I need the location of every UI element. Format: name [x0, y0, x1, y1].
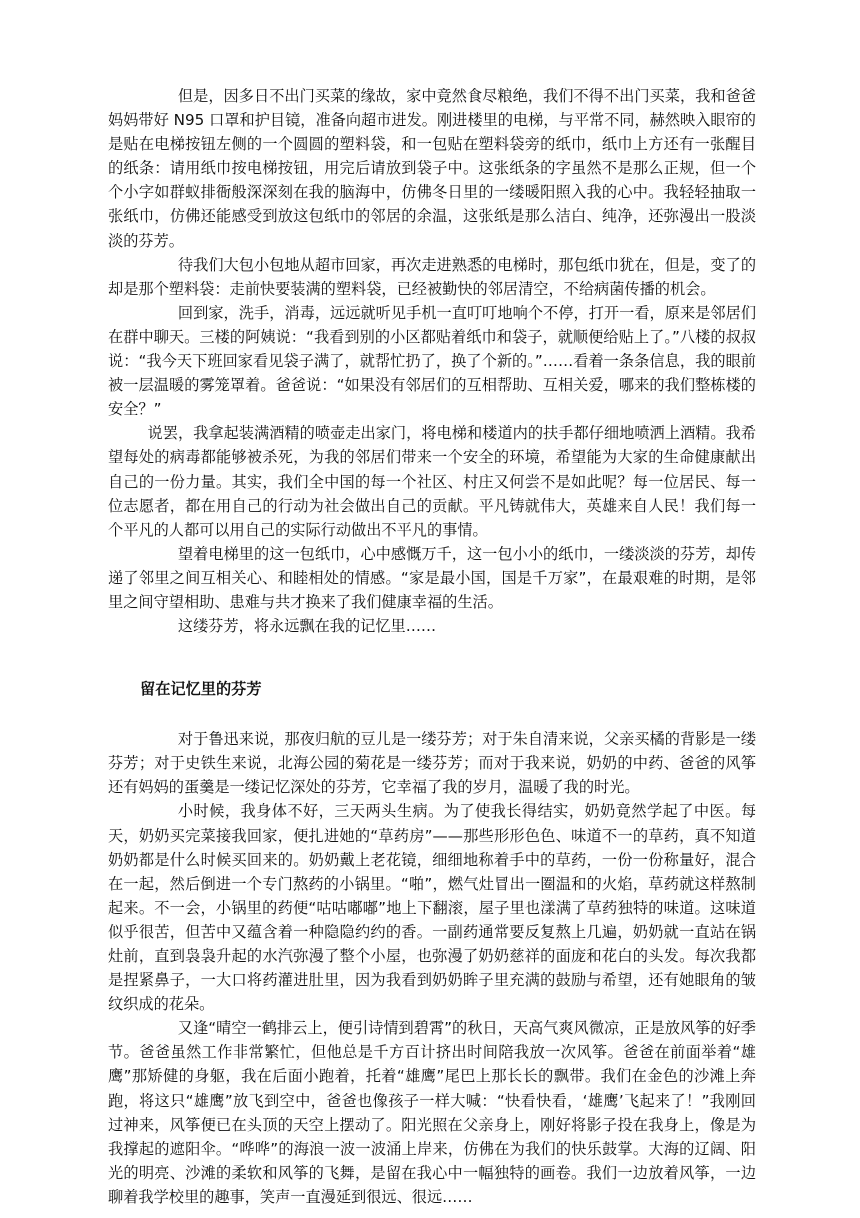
paragraph-grandma-medicine: 小时候，我身体不好，三天两头生病。为了使我长得结实，奶奶竟然学起了中医。每天，奶奶买完菜接我回家，便扎进她的“草药房”——那些形形色色、味道不一的草药，真不知道奶奶都是什么时候买回来的。奶奶戴上老花镜，细细地称着手中的草药，一份一份称量好，混合在一起，然后倒进一个专门熬药的小锅里。“啪”，燃气灶冒出一圈温和的火焰，草药就这样熬制起来。不一会，小锅里的药便“咕咕嘟嘟”地上下翻滚，屋子里也漾满了草药独特的味道。这味道似乎很苦，但苦中又蕴含着一种隐隐约约的香。一副药通常要反复熬上几遍，奶奶就一直站在锅灶前，直到袅袅升起的水汽弥漫了整个小屋，也弥漫了奶奶慈祥的面庞和花白的头发。每次我都是捏紧鼻子，一大口将药灌进肚里，因为我看到奶奶眸子里充满的鼓励与希望，还有她眼角的皱纹织成的花朵。 [108, 802, 756, 1014]
paragraph-elevator-tissues: 但是，因多日不出门买菜的缘故，家中竟然食尽粮绝，我们不得不出门买菜，我和爸爸妈妈带好 N95 口罩和护目镜，准备向超市进发。刚进楼里的电梯，与平常不同，赫然映入眼帘的是贴在电梯按钮左侧的一个圆圆的塑料袋，和一包贴在塑料袋旁的纸巾，纸巾上方还有一张醒目的纸条：请用纸巾按电梯按钮，用完后请放到袋子中。这张纸条的字虽然不是那么正规，但一个个小字如群蚁排衙般深深刻在我的脑海中，仿佛冬日里的一缕暖阳照入我的心中。我轻轻抽取一张纸巾，仿佛还能感受到放这包纸巾的邻居的余温，这张纸是那么洁白、纯净，还弥漫出一股淡淡的芬芳。 [108, 87, 756, 250]
paragraph-plastic-bag: 待我们大包小包地从超市回家，再次走进熟悉的电梯时，那包纸巾犹在，但是，变了的却是那个塑料袋：走前快要装满的塑料袋，已经被勤快的邻居清空，不给病菌传播的机会。 [108, 255, 756, 298]
document-page [108, 84, 756, 1209]
paragraph-closing-line: 这缕芬芳，将永远飘在我的记忆里…… [177, 617, 437, 636]
section-title: 留在记忆里的芬芳 [140, 680, 262, 699]
paragraph-reflection: 望着电梯里的这一包纸巾，心中感慨万千，这一包小小的纸巾，一缕淡淡的芬芳，却传递了邻里之间互相关心、和睦相处的情感。“家是最小国，国是千万家”，在最艰难的时期，是邻里之间守望相助、患难与共才换来了我们健康幸福的生活。 [108, 544, 756, 611]
paragraph-group-chat: 回到家，洗手，消毒，远远就听见手机一直叮叮地响个不停，打开一看，原来是邻居们在群中聊天。三楼的阿姨说：“我看到别的小区都贴着纸巾和袋子，就顺便给贴上了。”八楼的叔叔说：“我今天下班回家看见袋子满了，就帮忙扔了，换了个新的。”……看着一条条信息，我的眼前被一层温暖的雾笼罩着。爸爸说：“如果没有邻居们的互相帮助、互相关爱，哪来的我们整栋楼的安全？” [108, 303, 756, 419]
paragraph-dad-kite: 又逢“晴空一鹤排云上，便引诗情到碧霄”的秋日，天高气爽风微凉，正是放风筝的好季节。爸爸虽然工作非常繁忙，但他总是千方百计挤出时间陪我放一次风筝。爸爸在前面举着“雄鹰”那矫健的身躯，我在后面小跑着，托着“雄鹰”尾巴上那长长的飘带。我们在金色的沙滩上奔跑，将这只“雄鹰”放飞到空中，爸爸也像孩子一样大喊：“快看快看，‘雄鹰’飞起来了！”我刚回过神来，风筝便已在头顶的天空上摆动了。阳光照在父亲身上，刚好将影子投在我身上，像是为我撑起的遮阳伞。“哗哗”的海浪一波一波涌上岸来，仿佛在为我们的快乐鼓掌。大海的辽阔、阳光的明亮、沙滩的柔软和风筝的飞舞，是留在我心中一幅独特的画卷。我们一边放着风筝，一边聊着我学校里的趣事，笑声一直漫延到很远、很远…… [108, 1019, 756, 1206]
paragraph-spraying-alcohol: 说罢，我拿起装满酒精的喷壶走出家门，将电梯和楼道内的扶手都仔细地喷洒上酒精。我希望每处的病毒都能够被杀死，为我的邻居们带来一个安全的环境，希望能为大家的生命健康献出自己的一份力量。其实，我们全中国的每一个社区、村庄又何尝不是如此呢？每一位居民、每一位志愿者，都在用自己的行动为社会做出自己的贡献。平凡铸就伟大，英雄来自人民！我们每一个平凡的人都可以用自己的实际行动做出不平凡的事情。 [108, 424, 756, 539]
paragraph-intro-fragrance: 对于鲁迅来说，那夜归航的豆儿是一缕芬芳；对于朱自清来说，父亲买橘的背影是一缕芬芳；对于史铁生来说，北海公园的菊花是一缕芬芳；而对于我来说，奶奶的中药、爸爸的风筝还有妈妈的蛋羹是一缕记忆深处的芬芳，它幸福了我的岁月，温暖了我的时光。 [108, 730, 756, 797]
